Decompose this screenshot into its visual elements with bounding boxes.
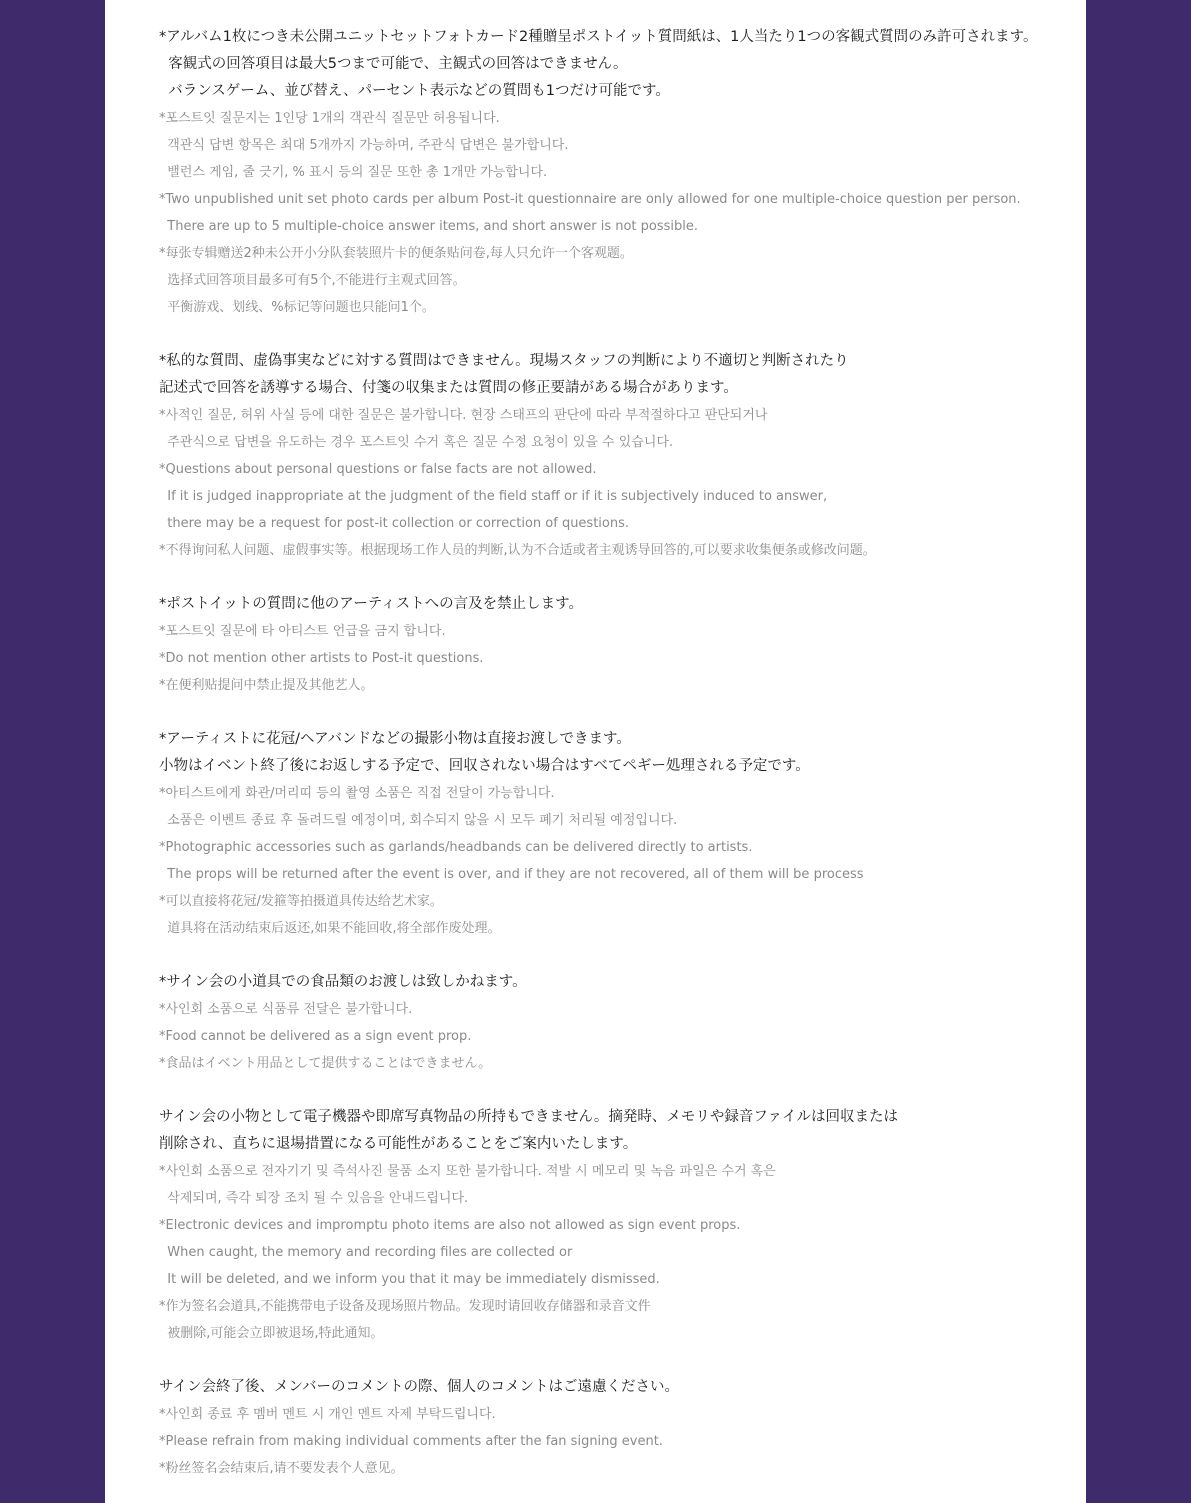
notice-section-props: [159, 726, 1086, 942]
notice-line-en: *Two unpublished unit set photo cards per album Post-it questionnaire are only allowed for one multiple-choice question per person.: [159, 192, 1021, 207]
notice-line-ja: サイン会の小物として電子機器や即席写真物品の所持もできません。摘発時、メモリや録音ファイルは回収または: [159, 1109, 899, 1125]
notice-line-zh: *每张专辑赠送2种未公开小分队套装照片卡的便条贴问卷,每人只允许一个客观题。: [159, 246, 633, 261]
notice-line-ja: 記述式で回答を誘導する場合、付箋の収集または質問の修正要請がある場合があります。: [159, 380, 738, 396]
notice-line-en: If it is judged inappropriate at the judgment of the field staff or if it is subjectively induced to answer,: [159, 489, 828, 504]
notice-line-en: *Do not mention other artists to Post-it questions.: [159, 651, 484, 666]
notice-line-ko: 밸런스 게임, 줄 긋기, % 표시 등의 질문 또한 총 1개만 가능합니다.: [159, 165, 548, 180]
notice-line-zh: 道具将在活动结束后返还,如果不能回收,将全部作废处理。: [159, 921, 501, 936]
notice-line-en: *Food cannot be delivered as a sign event prop.: [159, 1029, 472, 1044]
notice-line-ja: *アーティストに花冠/ヘアバンドなどの撮影小物は直接お渡しできます。: [159, 731, 631, 747]
notice-line-ko: *아티스트에게 화관/머리띠 등의 촬영 소품은 직접 전달이 가능합니다.: [159, 786, 555, 801]
notice-line-zh: 平衡游戏、划线、%标记等问题也只能问1个。: [159, 300, 435, 315]
notice-line-ko: 소품은 이벤트 종료 후 돌려드릴 예정이며, 회수되지 않을 시 모두 폐기 처리될 예정입니다.: [159, 813, 678, 828]
notice-line-ja: *食品はイベント用品として提供することはできません。: [159, 1056, 492, 1071]
notice-line-en: *Electronic devices and impromptu photo items are also not allowed as sign event props.: [159, 1218, 741, 1233]
notice-line-ja: 削除され、直ちに退場措置になる可能性があることをご案内いたします。: [159, 1136, 638, 1152]
notice-line-ko: 주관식으로 답변을 유도하는 경우 포스트잇 수거 혹은 질문 수정 요청이 있을 수 있습니다.: [159, 435, 674, 450]
notice-line-ja: 小物はイベント終了後にお返しする予定で、回収されない場合はすべてペギー処理される予定です。: [159, 758, 810, 774]
notice-line-en: *Photographic accessories such as garlands/headbands can be delivered directly to artists.: [159, 840, 753, 855]
notice-line-zh: *不得询问私人问题、虚假事实等。根据现场工作人员的判断,认为不合适或者主观诱导回答的,可以要求收集便条或修改问题。: [159, 543, 876, 558]
notice-section-other-artists: [159, 591, 1086, 699]
notice-line-ja: *私的な質問、虚偽事実などに対する質問はできません。現場スタッフの判断により不適切と判断されたり: [159, 353, 849, 369]
notice-line-en: There are up to 5 multiple-choice answer items, and short answer is not possible.: [159, 219, 699, 234]
notice-line-en: *Please refrain from making individual comments after the fan signing event.: [159, 1434, 663, 1449]
notice-line-ko: *사인회 종료 후 멤버 멘트 시 개인 멘트 자제 부탁드립니다.: [159, 1407, 496, 1422]
notice-line-ja: *サイン会の小道具での食品類のお渡しは致しかねます。: [159, 974, 527, 990]
notice-line-ko: *포스트잇 질문에 타 아티스트 언급을 금지 합니다.: [159, 624, 446, 639]
notice-line-zh: *作为签名会道具,不能携带电子设备及现场照片物品。发现时请回收存储器和录音文件: [159, 1299, 651, 1314]
notice-line-zh: 被删除,可能会立即被退场,特此通知。: [159, 1326, 384, 1341]
notice-line-zh: *粉丝签名会结束后,请不要发表个人意见。: [159, 1461, 404, 1476]
notice-line-ko: 객관식 답변 항목은 최대 5개까지 가능하며, 주관식 답변은 불가합니다.: [159, 138, 569, 153]
notice-line-ja: *アルバム1枚につき未公開ユニットセットフォトカード2種贈呈ポストイット質問紙は、1人当たり1つの客観式質問のみ許可されます。: [159, 29, 1038, 45]
notice-line-ja: 客観式の回答項目は最大5つまで可能で、主観式の回答はできません。: [159, 56, 628, 72]
notice-line-ko: *사적인 질문, 허위 사실 등에 대한 질문은 불가합니다. 현장 스태프의 판단에 따라 부적절하다고 판단되거나: [159, 408, 768, 423]
notice-line-en: When caught, the memory and recording files are collected or: [159, 1245, 573, 1260]
notice-page: [105, 0, 1086, 1503]
notice-section-food: [159, 969, 1086, 1077]
notice-section-photocard-questions: [159, 24, 1086, 321]
notice-line-ko: 삭제되며, 즉각 퇴장 조치 될 수 있음을 안내드립니다.: [159, 1191, 469, 1206]
notice-section-electronics: [159, 1104, 1086, 1347]
notice-line-en: there may be a request for post-it collection or correction of questions.: [159, 516, 630, 531]
notice-section-comments: [159, 1374, 1086, 1482]
notice-line-zh: *在便利贴提问中禁止提及其他艺人。: [159, 678, 374, 693]
notice-line-zh: *可以直接将花冠/发箍等拍摄道具传达给艺术家。: [159, 894, 443, 909]
notice-line-ja: *ポストイットの質問に他のアーティストへの言及を禁止します。: [159, 596, 583, 612]
notice-line-ko: *포스트잇 질문지는 1인당 1개의 객관식 질문만 허용됩니다.: [159, 111, 500, 126]
notice-line-ko: *사인회 소품으로 전자기기 및 즉석사진 물품 소지 또한 불가합니다. 적발 시 메모리 및 녹음 파일은 수거 혹은: [159, 1164, 776, 1179]
notice-line-zh: 选择式回答项目最多可有5个,不能进行主观式回答。: [159, 273, 466, 288]
notice-line-ko: *사인회 소품으로 식품류 전달은 불가합니다.: [159, 1002, 413, 1017]
notice-line-en: *Questions about personal questions or false facts are not allowed.: [159, 462, 597, 477]
notice-line-ja: バランスゲーム、並び替え、パーセント表示などの質問も1つだけ可能です。: [159, 83, 670, 99]
notice-line-ja: サイン会終了後、メンバーのコメントの際、個人のコメントはご遠慮ください。: [159, 1379, 679, 1395]
notice-section-private-questions: [159, 348, 1086, 564]
notice-line-en: The props will be returned after the event is over, and if they are not recovered, all of them will be process: [159, 867, 864, 882]
notice-line-en: It will be deleted, and we inform you that it may be immediately dismissed.: [159, 1272, 660, 1287]
